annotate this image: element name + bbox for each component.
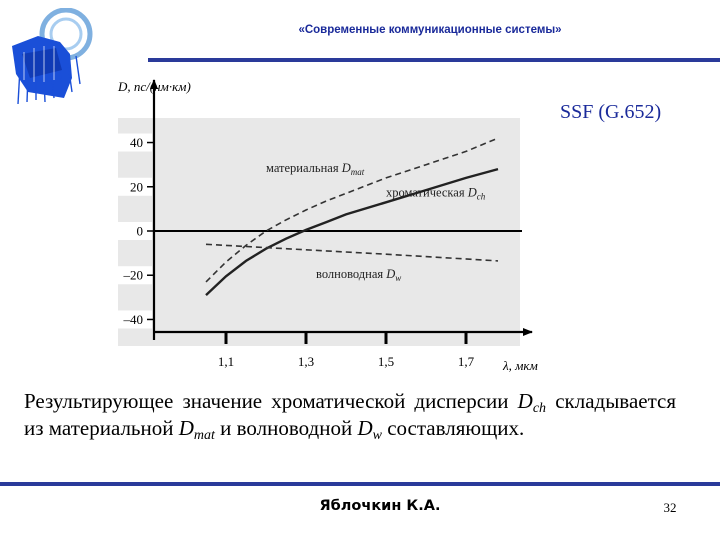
caption-text-1: Результирующее значение хроматической дисперсии [24, 389, 518, 413]
y-axis-label: D, пс/(нм·км) [118, 79, 191, 94]
caption-sub-w: w [372, 428, 382, 443]
header-title: «Современные коммуникационные системы» [298, 24, 562, 36]
x-tick-label: 1,3 [297, 354, 315, 369]
y-tick-label: 0 [136, 223, 143, 239]
author-name: Яблочкин К.А. [319, 498, 441, 514]
caption-sub-mat: mat [193, 428, 215, 443]
caption-d-ch: D [517, 389, 533, 413]
caption [24, 388, 676, 442]
y-tick-label: 20 [130, 179, 143, 195]
series-label-mat: материальная $D_{mat}$ [266, 160, 365, 177]
caption-text-2: складывается из материальной [24, 389, 677, 440]
y-tick-label: –40 [123, 311, 143, 327]
caption-sub-ch: ch [532, 401, 547, 416]
caption-d-w: D [357, 416, 373, 440]
caption-text-4: составляющих. [381, 416, 525, 440]
x-tick-label: 1,1 [217, 354, 235, 369]
footer-divider [0, 482, 720, 486]
caption-text-3: и волноводной [214, 416, 358, 440]
page-number: 32 [663, 500, 677, 515]
series-label-w: волноводная $D_w$ [316, 266, 402, 283]
fiber-type-label: SSF (G.652) [560, 101, 662, 123]
x-tick-label: 1,7 [457, 354, 475, 369]
y-tick-label: 40 [130, 135, 143, 151]
x-tick-label: 1,5 [377, 354, 395, 369]
caption-d-mat: D [178, 416, 194, 440]
y-tick-label: –20 [123, 267, 143, 283]
series-label-ch: хроматическая $D_{ch}$ [386, 185, 486, 202]
y-tick-label-bg [118, 222, 152, 240]
x-axis-label: λ, мкм [503, 358, 538, 373]
